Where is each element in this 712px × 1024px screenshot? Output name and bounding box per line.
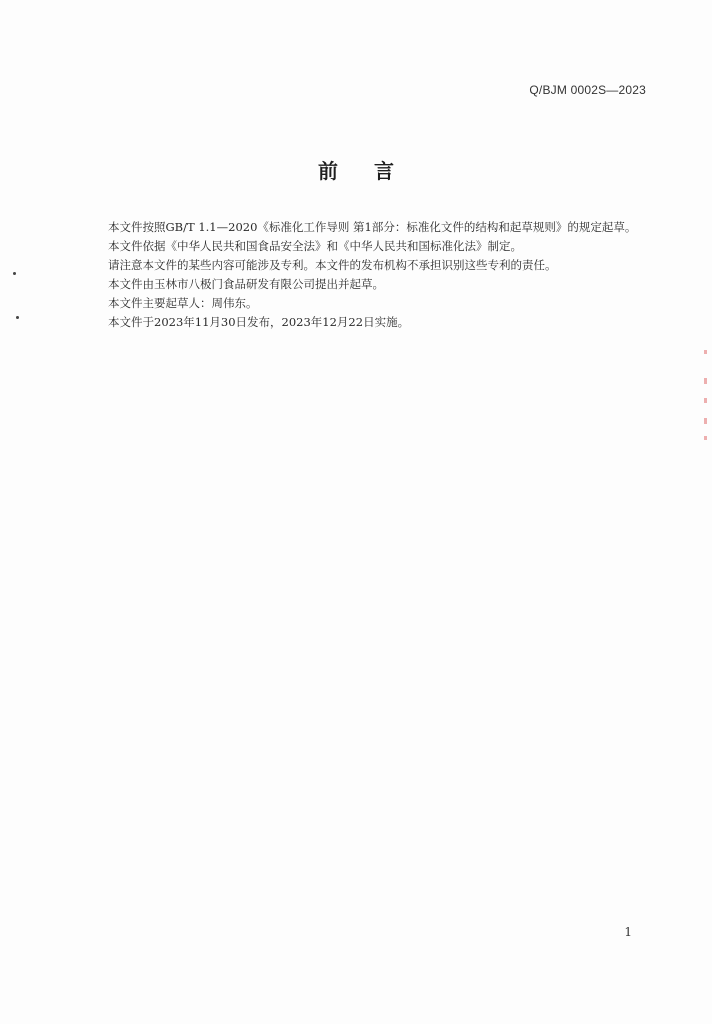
paragraph-dates: 本文件于2023年11月30日发布，2023年12月22日实施。: [108, 315, 410, 329]
page-title: 前言: [318, 159, 430, 183]
paragraph-patent-notice: 请注意本文件的某些内容可能涉及专利。本文件的发布机构不承担识别这些专利的责任。: [108, 258, 557, 272]
scan-artifact-dot: [13, 272, 16, 275]
paragraph-drafter: 本文件主要起草人：周伟东。: [108, 296, 258, 310]
edge-seal-mark: [704, 436, 707, 440]
edge-seal-mark: [704, 398, 707, 403]
foreword-body: [85, 218, 647, 332]
paragraph-legal-basis: 本文件依据《中华人民共和国食品安全法》和《中华人民共和国标准化法》制定。: [108, 239, 522, 253]
paragraph-proposer: 本文件由玉林市八极门食品研发有限公司提出并起草。: [108, 277, 384, 291]
edge-seal-mark: [704, 418, 707, 424]
edge-seal-mark: [704, 378, 707, 384]
edge-seal-mark: [704, 350, 707, 354]
scan-artifact-dot: [16, 316, 19, 319]
page-number: 1: [624, 925, 632, 939]
document-code: Q/BJM 0002S—2023: [529, 83, 646, 97]
paragraph-drafting-rules: 本文件按照GB/T 1.1—2020《标准化工作导则 第1部分：标准化文件的结构和起草规则》的规定起草。: [108, 220, 637, 234]
